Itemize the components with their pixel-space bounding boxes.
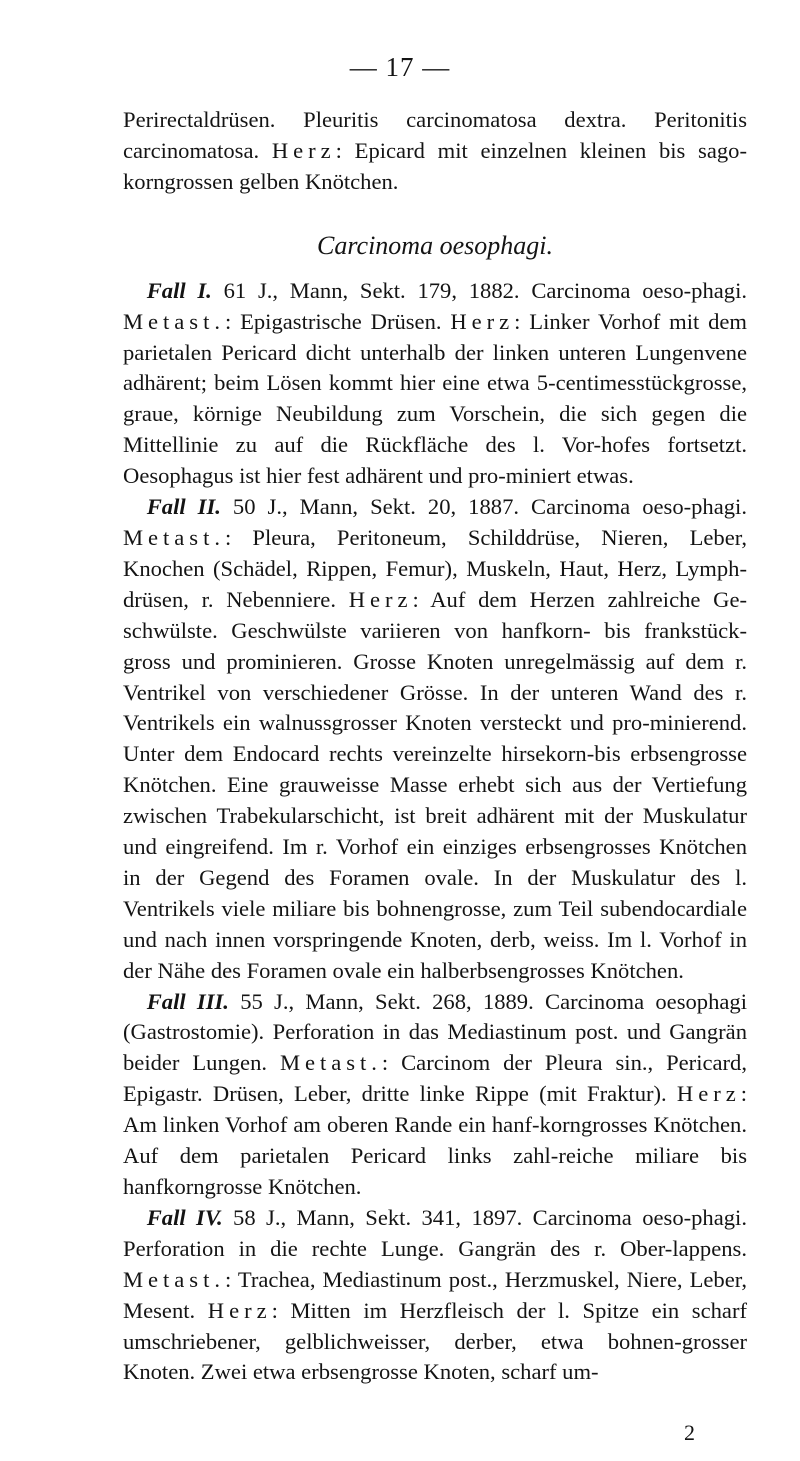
herz-label: Herz xyxy=(271,137,336,163)
case-paragraph-2 xyxy=(123,492,747,987)
case-paragraph-4 xyxy=(123,1203,747,1388)
case-text: 50 J., Mann, Sekt. 20, 1887. Carcinoma oeso-phagi. xyxy=(220,494,747,520)
intro-text: Perirectaldrüsen. Pleuritis carcinomatosa dextra. Peritonitis carcinomatosa. xyxy=(123,107,747,163)
case-paragraph-1 xyxy=(123,276,747,492)
case-paragraph-3 xyxy=(123,987,747,1203)
case-text: 61 J., Mann, Sekt. 179, 1882. Carcinoma oeso-phagi. xyxy=(211,277,747,303)
case-label: Fall III. xyxy=(146,988,229,1014)
case-text: : Trachea, Mediastinum post., Herzmuskel, Niere, Leber, Mesent. xyxy=(123,1266,747,1323)
herz-label: Herz xyxy=(207,1297,272,1323)
signature-mark: 2 xyxy=(684,1420,695,1445)
section-title: Carcinoma oesophagi. xyxy=(317,230,553,260)
herz-label: Herz xyxy=(348,586,413,612)
metast-label: Metast. xyxy=(123,308,225,334)
case-text: : Carcinom der Pleura sin., Pericard, Epigastr. Drüsen, Leber, dritte linke Rippe (mit Fraktur). xyxy=(123,1050,747,1107)
intro-herz-text: : Epicard mit einzelnen kleinen bis sago-korngrossen gelben Knötchen. xyxy=(123,137,747,194)
case-text: 58 J., Mann, Sekt. 341, 1897. Carcinoma oeso-phagi. Perforation in die rechte Lunge. Gangrän des r. Ober-lappens. xyxy=(123,1204,747,1261)
metast-label: Metast. xyxy=(123,1266,225,1292)
metast-label: Metast. xyxy=(279,1050,382,1076)
intro-paragraph xyxy=(123,105,747,198)
case-text: : Auf dem Herzen zahlreiche Ge-schwülste. Geschwülste variieren von hanfkorn- bis frankstück-gross und prominieren. Grosse Knoten unregelmässig auf dem r. Ventrikel von verschiedener Grösse. In der unteren Wand des r. Ventrikels ein walnussgrosser Knoten versteckt und pro-minierend. Unter dem Endocard rechts vereinzelte hirsekorn-bis erbsengrosse Knötchen. Eine grauweisse Masse erhebt sich aus der Vertiefung zwischen Trabekularschicht, ist breit adhärent mit der Muskulatur und eingreifend. Im r. Vorhof ein einziges erbsengrosses Knötchen in der Gegend des Foramen ovale. In der Muskulatur des l. Ventrikels viele miliare bis bohnengrosse, zum Teil subendocardiale und nach innen vorspringende Knoten, derb, weiss. Im l. Vorhof in der Nähe des Foramen ovale ein halberbsengrosses Knötchen. xyxy=(123,586,747,983)
page-number: — 17 — xyxy=(349,52,451,82)
herz-label: Herz xyxy=(676,1081,741,1107)
case-text: : Mitten im Herzfleisch der l. Spitze ein scharf umschriebener, gelblichweisser, derber, etwa bohnen-grosser Knoten. Zwei etwa erbsengrosse Knoten, scharf um- xyxy=(123,1297,748,1385)
case-text: : Epigastrische Drüsen. xyxy=(224,308,451,334)
body-text xyxy=(123,105,747,1388)
case-text: : Linker Vorhof mit dem parietalen Pericard dicht unterhalb der linken unteren Lungenvene adhärent; beim Lösen kommt hier eine etwa 5-centimesstückgrosse, graue, körnige Neubildung zum Vorschein, die sich gegen die Mittellinie zu auf die Rückfläche des l. Vor-hofes fortsetzt. Oesophagus ist hier fest adhärent und pro-miniert etwas. xyxy=(123,308,747,489)
case-label: Fall I. xyxy=(146,277,212,303)
case-text: : Pleura, Peritoneum, Schilddrüse, Nieren, Leber, Knochen (Schädel, Rippen, Femur), Muskeln, Haut, Herz, Lymph-drüsen, r. Nebenniere. xyxy=(123,524,747,612)
metast-label: Metast. xyxy=(123,524,225,550)
case-text: 55 J., Mann, Sekt. 268, 1889. Carcinoma oesophagi (Gastrostomie). Perforation in das Mediastinum post. und Gangrän beider Lungen. xyxy=(123,988,747,1076)
case-label: Fall IV. xyxy=(146,1204,223,1230)
herz-label: Herz xyxy=(450,308,515,334)
case-text: : Am linken Vorhof am oberen Rande ein hanf-korngrosses Knötchen. Auf dem parietalen Pericard links zahl-reiche miliare bis hanfkorngrosse Knötchen. xyxy=(123,1081,747,1199)
case-label: Fall II. xyxy=(146,494,221,520)
